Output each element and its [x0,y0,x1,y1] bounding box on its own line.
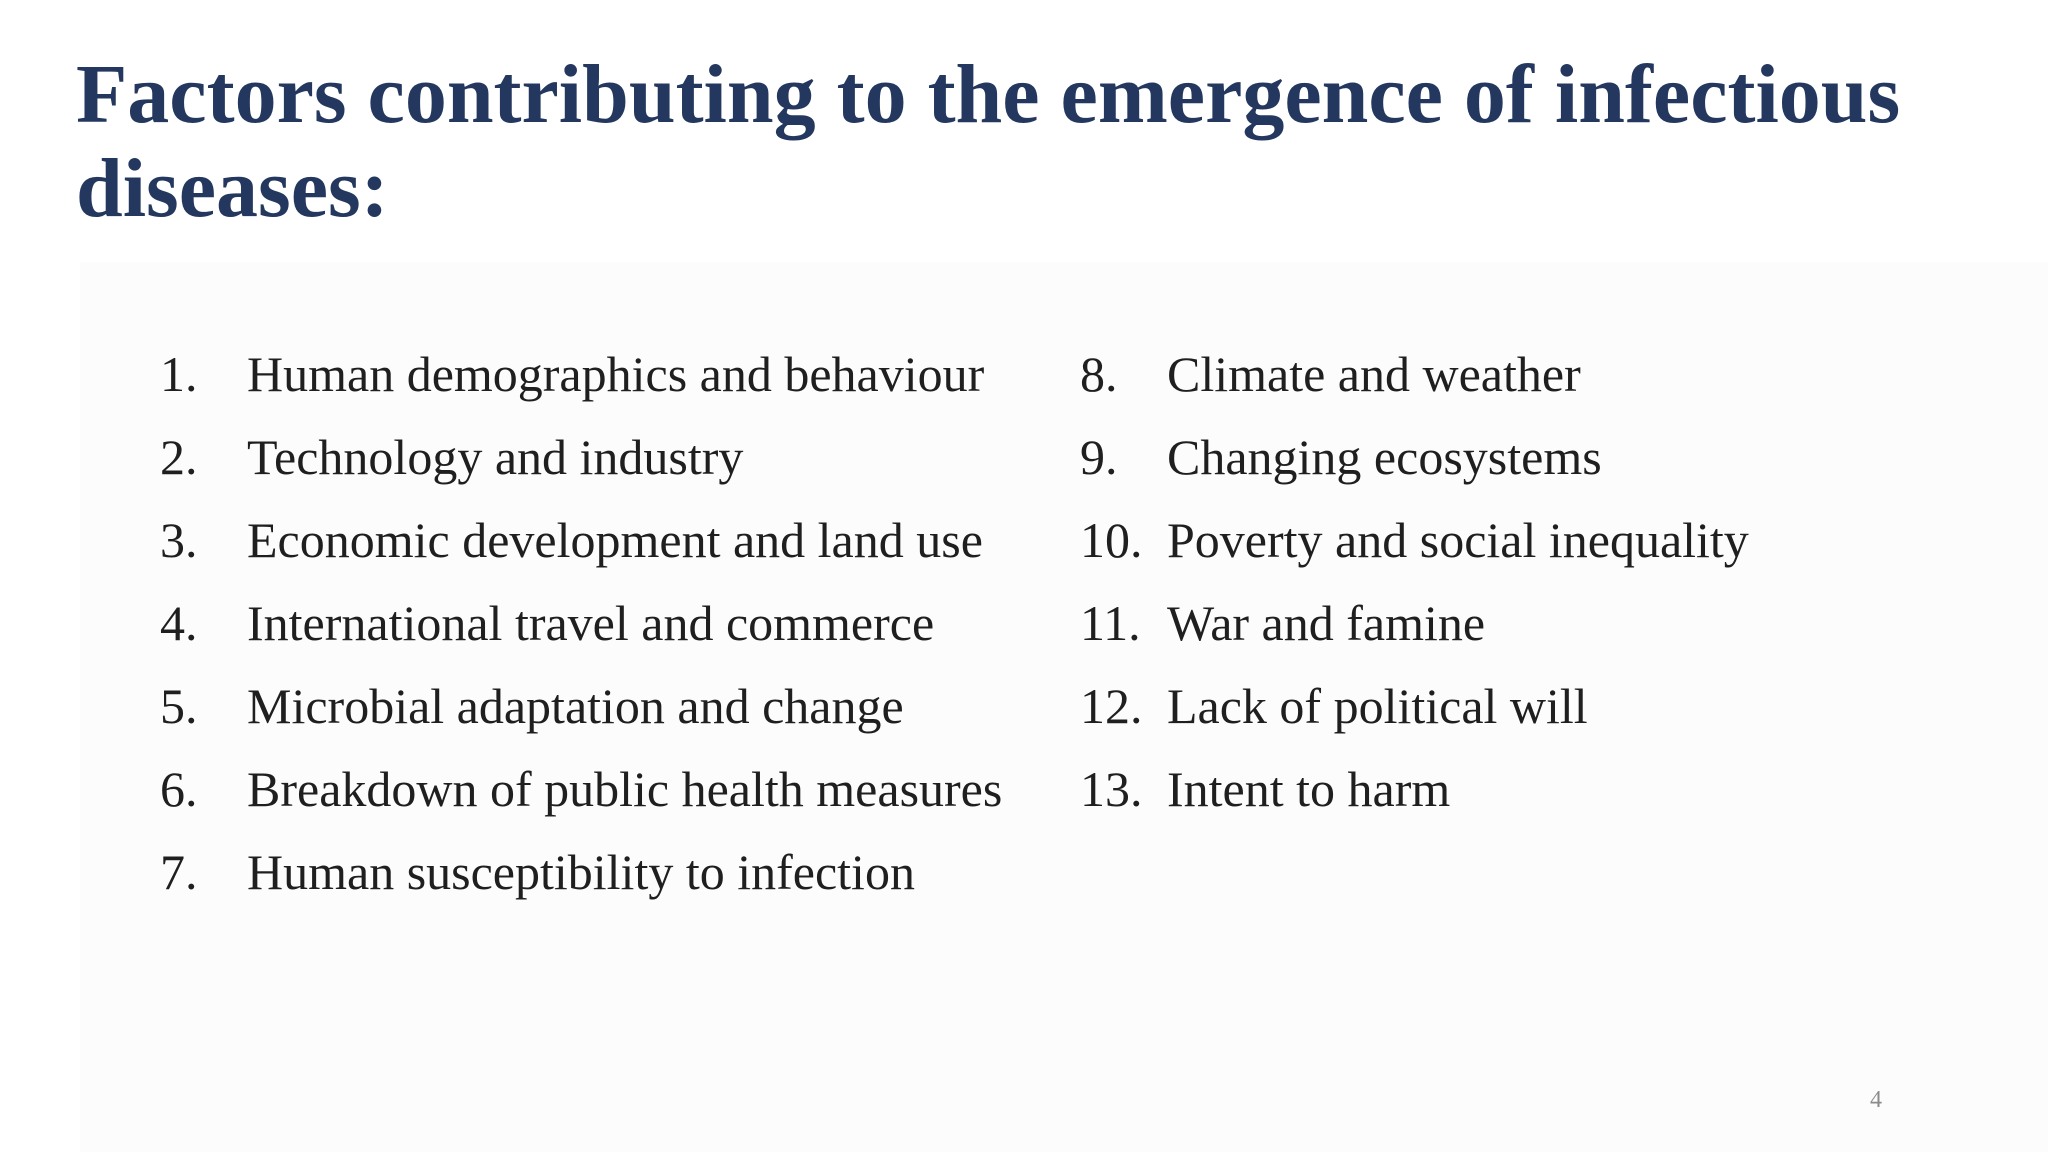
list-item [160,753,1060,836]
list-item [160,421,1060,504]
list-item [160,587,1060,670]
list-item-number: 9. [1080,429,1118,485]
list-item-text: Human susceptibility to infection [247,844,915,900]
list-item-number: 12. [1080,678,1143,734]
list-item-number: 3. [160,512,198,568]
list-item [160,504,1060,587]
list-item-text: War and famine [1167,595,1486,651]
list-item-number: 8. [1080,346,1118,402]
list-item-number: 1. [160,346,198,402]
list-item-text: Poverty and social inequality [1167,512,1749,568]
list-item-text: Lack of political will [1167,678,1588,734]
list-item-number: 5. [160,678,198,734]
list-item-number: 7. [160,844,198,900]
list-item-number: 6. [160,761,198,817]
list-item-text: Technology and industry [247,429,744,485]
list-item-text: Economic development and land use [247,512,983,568]
factor-list-right [1080,338,1980,836]
list-item-number: 11. [1080,595,1141,651]
list-item [160,836,1060,919]
list-item [1080,670,1980,753]
list-item-text: Human demographics and behaviour [247,346,985,402]
list-item-text: Intent to harm [1167,761,1451,817]
list-item-text: Microbial adaptation and change [247,678,904,734]
list-item [1080,587,1980,670]
list-item-text: Climate and weather [1167,346,1581,402]
list-item [1080,504,1980,587]
slide-title: Factors contributing to the emergence of infectious diseases: [76,48,1901,235]
list-item [1080,338,1980,421]
list-item [160,338,1060,421]
list-item-text: Changing ecosystems [1167,429,1602,485]
list-item-number: 13. [1080,761,1143,817]
list-item-text: Breakdown of public health measures [247,761,1003,817]
list-item [160,670,1060,753]
list-item-number: 2. [160,429,198,485]
page-number: 4 [1870,1087,1882,1113]
list-item-text: International travel and commerce [247,595,935,651]
list-item-number: 4. [160,595,198,651]
factor-list-left [160,338,1060,919]
list-item [1080,421,1980,504]
list-item-number: 10. [1080,512,1143,568]
list-item [1080,753,1980,836]
